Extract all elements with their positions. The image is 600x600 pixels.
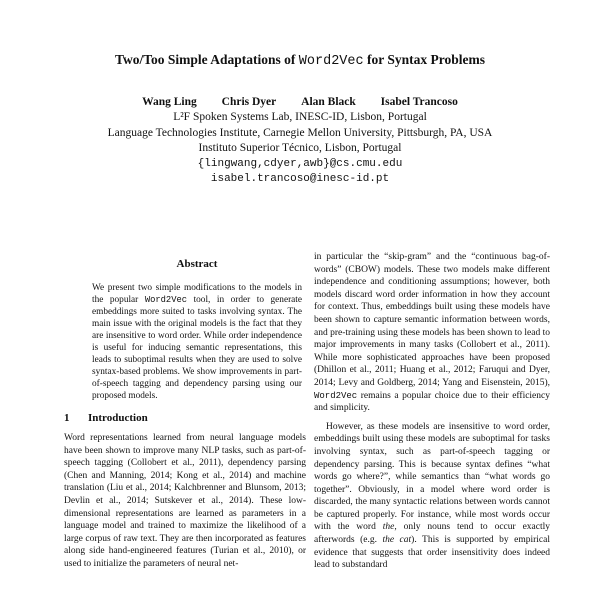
right-p2-text-1: However, as these models are insensitive to word order, embeddings built using these models are suboptimal for tasks involving syntax, such as part-of-speech tagging or dependency parsing. This is because syntax defines “what words go where?”, while semantics than “what words go together”. Obviously, in a model where word order is discarded, the many syntactic relations between words cannot be captured properly. For instance, while most words occur with the word [314, 421, 550, 533]
abstract-heading: Abstract [176, 258, 218, 270]
left-column [64, 432, 306, 571]
right-p1-text-2: remains a popular choice due to their efficiency and simplicity. [314, 390, 550, 414]
section-heading [64, 412, 304, 424]
right-p2-text-2: , only nouns tend to occur exactly afterwords (e.g. [314, 522, 550, 546]
affiliation-2: Language Technologies Institute, Carnegie Mellon University, Pittsburgh, PA, USA [107, 126, 493, 139]
abstract-text-1: We present two simple modifications to the models in the popular [92, 283, 302, 305]
affiliation-1: L²F Spoken Systems Lab, INESC-ID, Lisbon, Portugal [173, 111, 427, 123]
affiliation-3: Instituto Superior Técnico, Lisbon, Portugal [198, 142, 402, 154]
abstract-tool: Word2Vec [144, 295, 188, 305]
author-1: Wang Ling [142, 96, 197, 108]
title-suffix: for Syntax Problems [363, 52, 485, 67]
right-p1-tool: Word2Vec [314, 390, 358, 401]
right-p1-text-1: in particular the “skip-gram” and the “continuous bag-of-words” (CBOW) models. These two models make different independence and conditioning assumptions; however, both models discard word order information in how they account for context. Thus, embeddings built using these models have been shown to capture semantic information between words, and pre-training using these models has been shown to lead to major improvements in many tasks (Collobert et al., 2011). While more sophisticated approaches have been proposed (Dhillon et al., 2011; Huang et al., 2012; Faruqui and Dyer, 2014; Levy and Goldberg, 2014; Yang and Eisenstein, 2015), [314, 252, 550, 388]
section-number: 1 [64, 412, 70, 424]
intro-paragraph-1: Word representations learned from neural language models have been shown to improve many NLP tasks, such as part-of-speech tagging (Collobert et al., 2011), dependency parsing (Chen and Manning, 2014; Kong et al., 2014) and machine translation (Liu et al., 2014; Kalchbrenner and Blunsom, 2013; Devlin et al., 2014; Sutskever et al., 2014). These low-dimensional representations are learned as parameters in a language model and trained to maximize the likelihood of a large corpus of raw text. They are then incorporated as features along side hand-engineered features (Turian et al., 2010), or used to initialize the parameters of neural net- [64, 433, 306, 569]
affiliations [0, 110, 600, 188]
email-2: isabel.trancoso@inesc-id.pt [210, 173, 390, 185]
abstract-text-2: tool, in order to generate embeddings more suited to tasks involving syntax. The main issue with the original models is the fact that they are insensitive to word order. While order independence is useful for inducing semantic representations, this leads to suboptimal results when they are used to solve syntax-based problems. We show improvements in part-of-speech tagging and dependency parsing using our proposed models. [92, 295, 303, 401]
author-list [0, 96, 600, 108]
email-1: {lingwang,cdyer,awb}@cs.cmu.edu [197, 157, 403, 170]
right-p2-example: the cat [382, 535, 412, 546]
author-4: Isabel Trancoso [380, 96, 458, 108]
title-tool: Word2Vec [298, 54, 364, 69]
right-p2-the: the [382, 522, 395, 533]
right-column [314, 251, 550, 572]
author-2: Chris Dyer [221, 96, 277, 108]
author-3: Alan Black [301, 96, 356, 108]
right-p2-text-3: ). This is supported by empirical evidence that suggests that order insensitivity does indeed lead to substandard [314, 535, 550, 571]
abstract-body [92, 282, 302, 402]
paper-title [0, 52, 600, 69]
title-prefix: Two/Too Simple Adaptations of [115, 52, 299, 67]
right-paragraph-2 [314, 421, 550, 572]
section-title: Introduction [88, 412, 148, 424]
right-paragraph-1 [314, 251, 550, 415]
